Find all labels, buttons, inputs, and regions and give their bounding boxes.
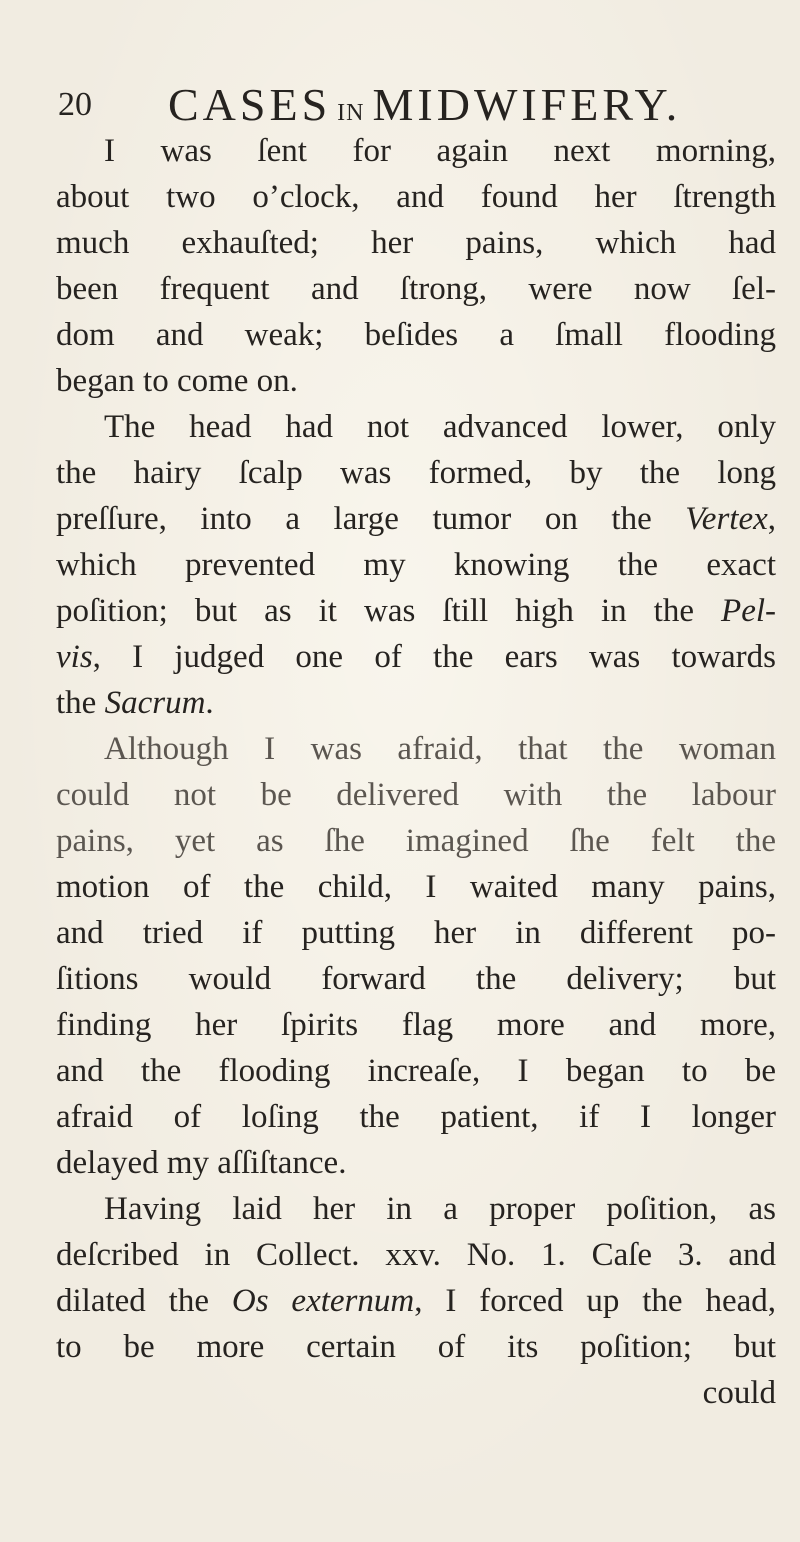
- text-line: finding her ſpirits flag more and more,: [56, 1007, 776, 1043]
- body-text: [56, 128, 776, 1416]
- text-line: to be more certain of its poſition; but: [56, 1329, 776, 1365]
- text-line: which prevented my knowing the exact: [56, 547, 776, 583]
- running-title-in: IN: [337, 100, 365, 126]
- text-line: poſition; but as it was ſtill high in the Pel-: [56, 593, 776, 629]
- text-line: began to come on.: [56, 363, 298, 399]
- text-line: delayed my aſſiſtance.: [56, 1145, 347, 1181]
- text-line: and the flooding increaſe, I began to be: [56, 1053, 776, 1089]
- text-line: and tried if putting her in different po-: [56, 915, 776, 951]
- text-line: I was ſent for again next morning,: [104, 133, 776, 169]
- running-title-cases: CASES: [168, 79, 332, 130]
- text-line: dom and weak; beſides a ſmall flooding: [56, 317, 776, 353]
- text-line: The head had not advanced lower, only: [104, 409, 776, 445]
- text-line: pains, yet as ſhe imagined ſhe felt the: [56, 823, 776, 859]
- text-line: Although I was afraid, that the woman: [104, 731, 776, 767]
- text-line: deſcribed in Collect. xxv. No. 1. Caſe 3. and: [56, 1237, 776, 1273]
- text-line: motion of the child, I waited many pains,: [56, 869, 776, 905]
- text-line: been frequent and ſtrong, were now ſel-: [56, 271, 776, 307]
- catchword: could: [702, 1375, 776, 1411]
- text-line: the hairy ſcalp was formed, by the long: [56, 455, 776, 491]
- text-line: preſſure, into a large tumor on the Vertex,: [56, 501, 776, 537]
- text-line: dilated the Os externum, I forced up the head,: [56, 1283, 776, 1319]
- running-title-midwifery: MIDWIFERY.: [372, 79, 682, 130]
- text-line: afraid of loſing the patient, if I longer: [56, 1099, 776, 1135]
- text-line: could not be delivered with the labour: [56, 777, 776, 813]
- text-line: vis, I judged one of the ears was towards: [56, 639, 776, 675]
- text-line: much exhauſted; her pains, which had: [56, 225, 776, 261]
- text-line: the Sacrum.: [56, 685, 214, 721]
- running-title: [168, 78, 681, 131]
- running-header: [58, 78, 758, 130]
- text-line: about two o’clock, and found her ſtrength: [56, 179, 776, 215]
- text-line: ſitions would forward the delivery; but: [56, 961, 776, 997]
- text-line: Having laid her in a proper poſition, as: [104, 1191, 776, 1227]
- page-number: 20: [58, 86, 92, 123]
